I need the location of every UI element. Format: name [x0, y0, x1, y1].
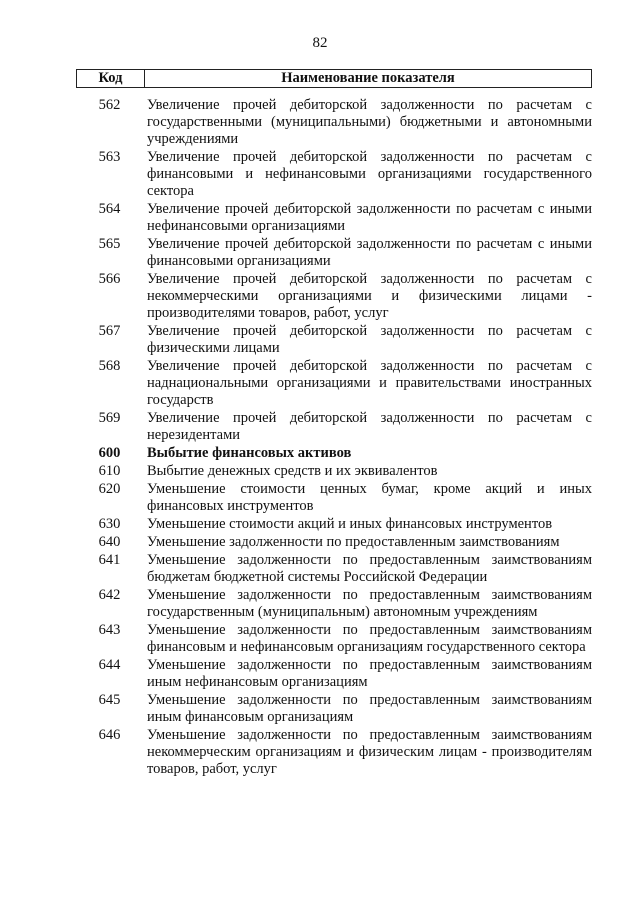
row-name: Выбытие финансовых активов — [147, 445, 352, 461]
table-row — [76, 657, 592, 691]
row-name: Уменьшение задолженности по предоставленным заимствованиям иным финансовым организациям — [147, 692, 592, 725]
table-row — [76, 271, 592, 322]
row-name: Увеличение прочей дебиторской задолженности по расчетам с финансовыми и нефинансовыми организациями государственного сектора — [147, 149, 592, 199]
table-row — [76, 587, 592, 621]
row-name: Уменьшение задолженности по предоставленным заимствованиям иным нефинансовым организациям — [147, 657, 592, 690]
row-code: 646 — [98, 727, 121, 743]
table-row — [76, 481, 592, 515]
row-name: Уменьшение стоимости акций и иных финансовых инструментов — [147, 516, 553, 532]
row-code: 643 — [98, 622, 121, 638]
header-code: Код — [77, 70, 145, 87]
table-row — [76, 727, 592, 778]
table-row — [76, 516, 592, 533]
row-name: Увеличение прочей дебиторской задолженности по расчетам с наднациональными организациями и правительствами иностранных государств — [147, 358, 592, 408]
table-row — [76, 552, 592, 586]
row-code: 567 — [98, 323, 121, 339]
page-number: 82 — [312, 35, 328, 51]
row-name: Выбытие денежных средств и их эквивалентов — [147, 463, 438, 479]
table-row — [76, 534, 592, 551]
row-code: 563 — [98, 149, 121, 165]
row-code: 565 — [98, 236, 121, 252]
table-row — [76, 445, 592, 462]
table-row — [76, 323, 592, 357]
row-code: 600 — [98, 445, 121, 461]
row-code: 566 — [98, 271, 121, 287]
row-name: Увеличение прочей дебиторской задолженности по расчетам с физическими лицами — [147, 323, 592, 356]
row-name: Увеличение прочей дебиторской задолженности по расчетам с государственными (муниципальными) бюджетными и автономными учреждениями — [147, 97, 592, 147]
row-code: 620 — [98, 481, 121, 497]
row-code: 641 — [98, 552, 121, 568]
row-name: Уменьшение задолженности по предоставленным заимствованиям бюджетам бюджетной системы Российской Федерации — [147, 552, 592, 585]
row-code: 610 — [98, 463, 121, 479]
row-name: Увеличение прочей дебиторской задолженности по расчетам с нерезидентами — [147, 410, 592, 443]
row-name: Уменьшение стоимости ценных бумаг, кроме акций и иных финансовых инструментов — [147, 481, 592, 514]
row-name: Уменьшение задолженности по предоставленным заимствованиям финансовым и нефинансовым организациям государственного сектора — [147, 622, 592, 655]
table-row — [76, 358, 592, 409]
table-row — [76, 622, 592, 656]
row-code: 644 — [98, 657, 121, 673]
row-name: Увеличение прочей дебиторской задолженности по расчетам с некоммерческими организациями и физическими лицами - производителями товаров, работ, услуг — [147, 271, 592, 321]
row-name: Уменьшение задолженности по предоставленным заимствованиям государственным (муниципальным) автономным учреждениям — [147, 587, 592, 620]
header-name: Наименование показателя — [281, 70, 455, 86]
row-code: 640 — [98, 534, 121, 550]
row-code: 642 — [98, 587, 121, 603]
table-row — [76, 410, 592, 444]
table-row — [76, 236, 592, 270]
row-code: 568 — [98, 358, 121, 374]
table-row — [76, 463, 592, 480]
table-body — [76, 97, 592, 779]
row-code: 569 — [98, 410, 121, 426]
row-code: 562 — [98, 97, 121, 113]
table-row — [76, 201, 592, 235]
row-name: Уменьшение задолженности по предоставленным заимствованиям — [147, 534, 560, 550]
row-code: 645 — [98, 692, 121, 708]
row-name: Увеличение прочей дебиторской задолженности по расчетам с иными финансовыми организациями — [147, 236, 592, 269]
table-row — [76, 97, 592, 148]
row-name: Уменьшение задолженности по предоставленным заимствованиям некоммерческим организациям и физическим лицам - производителям товаров, работ, услуг — [147, 727, 592, 777]
table-header — [76, 69, 592, 88]
table-row — [76, 149, 592, 200]
row-name: Увеличение прочей дебиторской задолженности по расчетам с иными нефинансовыми организациями — [147, 201, 592, 234]
table-row — [76, 692, 592, 726]
row-code: 630 — [98, 516, 121, 532]
row-code: 564 — [98, 201, 121, 217]
